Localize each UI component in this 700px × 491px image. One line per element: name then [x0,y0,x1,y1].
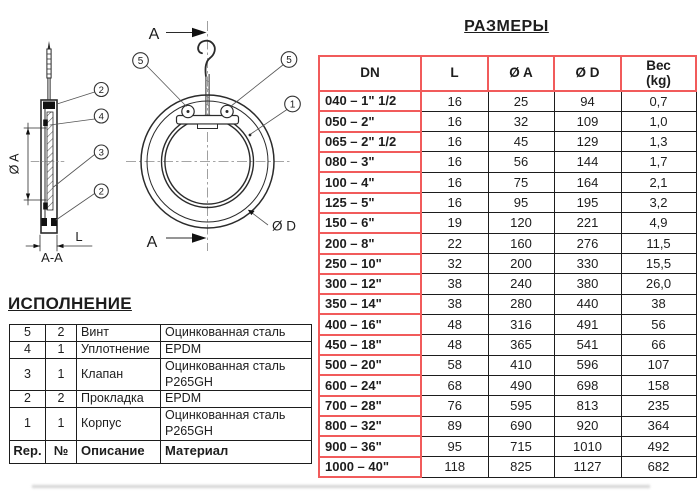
dimensions-cell-d: 698 [554,375,621,395]
dimensions-cell-dn: 250 – 10" [319,254,421,274]
front-balloons [133,52,301,112]
dimensions-cell-l: 118 [421,457,488,477]
dimensions-cell-w: 492 [621,436,696,456]
dimensions-cell-l: 16 [421,111,488,131]
parts-cell-num: № [46,440,77,463]
parts-table-body [10,325,312,464]
dimensions-cell-w: 26,0 [621,274,696,294]
dimensions-cell-l: 16 [421,91,488,111]
dimensions-cell-l: 16 [421,132,488,152]
dimensions-cell-l: 16 [421,172,488,192]
dimensions-cell-d: 813 [554,396,621,416]
dimensions-cell-w: 107 [621,355,696,375]
balloon-5-right-label: 5 [286,55,292,66]
dimensions-cell-l: 32 [421,254,488,274]
dimensions-row [319,436,696,456]
dimensions-cell-dn: 150 – 6" [319,213,421,233]
dimensions-cell-w: 38 [621,294,696,314]
dimensions-cell-dn: 040 – 1" 1/2 [319,91,421,111]
dimensions-row [319,457,696,477]
dimensions-cell-w: 1,3 [621,132,696,152]
dimensions-table [318,55,697,478]
column-header-dia-a: Ø A [488,56,554,91]
section-letter-bottom: A [146,234,158,251]
dimensions-table-body [319,91,696,477]
parts-cell-desc: Корпус [77,408,161,440]
dimensions-cell-l: 22 [421,233,488,253]
dimensions-cell-dn: 700 – 28" [319,396,421,416]
dia-d-callout [248,210,296,234]
balloon-2-bottom-label: 2 [98,186,104,198]
column-header-l: L [421,56,488,91]
dimensions-cell-d: 195 [554,193,621,213]
dimensions-cell-a: 410 [488,355,554,375]
dimensions-row [319,91,696,111]
section-arrow-bottom [147,233,207,251]
dimensions-cell-l: 16 [421,152,488,172]
dimensions-cell-dn: 500 – 20" [319,355,421,375]
dimensions-cell-l: 95 [421,436,488,456]
dimensions-cell-a: 316 [488,314,554,334]
dimensions-cell-w: 3,2 [621,193,696,213]
dimensions-row [319,193,696,213]
dimensions-cell-l: 48 [421,314,488,334]
dimensions-row [319,172,696,192]
parts-row [10,342,312,359]
parts-row [10,325,312,342]
parts-cell-rep: 5 [10,325,46,342]
dimensions-cell-w: 364 [621,416,696,436]
dia-d-label: Ø D [271,218,297,234]
dimensions-cell-a: 490 [488,375,554,395]
section-name-label: A-A [41,250,63,265]
dimensions-cell-dn: 900 – 36" [319,436,421,456]
parts-cell-num: 2 [46,325,77,342]
column-header-weight [621,56,696,91]
dimensions-cell-w: 66 [621,335,696,355]
hinge-tab [198,124,218,129]
parts-table [9,324,312,464]
parts-cell-mat: Оцинкованная сталь P265GH [161,408,312,440]
dimensions-row [319,294,696,314]
dimensions-cell-d: 276 [554,233,621,253]
balloon-4-label: 4 [98,111,104,123]
dimensions-cell-l: 76 [421,396,488,416]
parts-cell-desc: Описание [77,440,161,463]
parts-cell-rep: Rep. [10,440,46,463]
dimensions-cell-a: 595 [488,396,554,416]
parts-row [10,408,312,440]
dimensions-row [319,396,696,416]
parts-footer-row [10,440,312,463]
dimensions-cell-d: 596 [554,355,621,375]
dimensions-cell-w: 235 [621,396,696,416]
hinge-pin [47,41,51,100]
dimensions-row [319,355,696,375]
parts-cell-mat: Материал [161,440,312,463]
side-section-view [8,41,109,265]
dimensions-cell-l: 48 [421,335,488,355]
dimensions-row [319,335,696,355]
dimensions-row [319,213,696,233]
parts-cell-rep: 4 [10,342,46,359]
parts-row [10,391,312,408]
dimensions-row [319,274,696,294]
dimensions-cell-l: 89 [421,416,488,436]
dia-a-label: Ø A [7,153,22,175]
dimensions-cell-dn: 400 – 16" [319,314,421,334]
dimensions-row [319,152,696,172]
parts-cell-num: 2 [46,391,77,408]
dimensions-cell-a: 365 [488,335,554,355]
dimensions-cell-l: 38 [421,294,488,314]
dimensions-cell-w: 1,0 [621,111,696,131]
dimensions-cell-d: 440 [554,294,621,314]
dimensions-cell-d: 94 [554,91,621,111]
dimensions-cell-d: 1127 [554,457,621,477]
parts-cell-mat: EPDM [161,342,312,359]
parts-cell-mat: Оцинкованная сталь P265GH [161,359,312,391]
dimensions-cell-w: 158 [621,375,696,395]
dimensions-cell-dn: 080 – 3" [319,152,421,172]
balloon-1-label: 1 [289,99,296,111]
dimensions-cell-d: 491 [554,314,621,334]
dimensions-row [319,314,696,334]
dimensions-cell-d: 221 [554,213,621,233]
dimensions-cell-d: 380 [554,274,621,294]
dimensions-cell-dn: 065 – 2" 1/2 [319,132,421,152]
parts-cell-desc: Прокладка [77,391,161,408]
parts-cell-desc: Винт [77,325,161,342]
dimensions-cell-l: 16 [421,193,488,213]
dimensions-cell-w: 11,5 [621,233,696,253]
parts-cell-mat: EPDM [161,391,312,408]
l-label: L [75,229,83,244]
dimensions-row [319,416,696,436]
weight-header-line1: Вес [646,58,671,74]
balloon-5-left-label: 5 [137,56,144,67]
dimensions-cell-a: 240 [488,274,554,294]
dimensions-cell-a: 25 [488,91,554,111]
dimensions-cell-dn: 300 – 12" [319,274,421,294]
dimensions-cell-d: 920 [554,416,621,436]
parts-cell-desc: Клапан [77,359,161,391]
dimensions-cell-a: 160 [488,233,554,253]
parts-cell-rep: 3 [10,359,46,391]
parts-cell-num: 1 [46,359,77,391]
dimensions-cell-a: 690 [488,416,554,436]
parts-title: ИСПОЛНЕНИЕ [8,294,132,313]
dimensions-cell-dn: 200 – 8" [319,233,421,253]
dimensions-cell-a: 32 [488,111,554,131]
dimensions-cell-a: 45 [488,132,554,152]
dimensions-cell-a: 200 [488,254,554,274]
valve-drawings [0,0,320,290]
dimensions-cell-a: 56 [488,152,554,172]
dimensions-cell-dn: 125 – 5" [319,193,421,213]
parts-cell-rep: 2 [10,391,46,408]
dimensions-cell-dn: 350 – 14" [319,294,421,314]
dimensions-row [319,111,696,131]
dimensions-cell-w: 682 [621,457,696,477]
dimensions-cell-dn: 050 – 2" [319,111,421,131]
front-view [126,21,300,251]
balloon-3-label: 3 [98,147,104,159]
parts-row [10,359,312,391]
dimensions-cell-w: 1,7 [621,152,696,172]
parts-cell-num: 1 [46,342,77,359]
dimensions-cell-d: 144 [554,152,621,172]
dimensions-cell-a: 715 [488,436,554,456]
dimensions-cell-a: 280 [488,294,554,314]
dimensions-cell-w: 4,9 [621,213,696,233]
valve-body-section [31,100,64,233]
column-header-dn: DN [319,56,421,91]
dimensions-cell-d: 541 [554,335,621,355]
parts-cell-desc: Уплотнение [77,342,161,359]
dimensions-row [319,254,696,274]
weight-header-line2: (kg) [646,72,671,88]
dimensions-cell-dn: 800 – 32" [319,416,421,436]
side-balloons [94,83,108,199]
dimensions-cell-d: 330 [554,254,621,274]
cropped-next-section [32,485,650,488]
dimensions-cell-w: 56 [621,314,696,334]
dimensions-row [319,233,696,253]
dimensions-cell-d: 109 [554,111,621,131]
dimensions-cell-a: 75 [488,172,554,192]
dimensions-cell-a: 120 [488,213,554,233]
parts-cell-rep: 1 [10,408,46,440]
dimensions-cell-l: 19 [421,213,488,233]
dimensions-cell-d: 129 [554,132,621,152]
dimensions-cell-w: 0,7 [621,91,696,111]
balloon-2-top-label: 2 [98,85,104,96]
dimensions-row [319,132,696,152]
disc-hatched [47,112,53,210]
lifting-hook [198,41,215,76]
dimensions-cell-w: 15,5 [621,254,696,274]
dimensions-cell-w: 2,1 [621,172,696,192]
dimensions-cell-dn: 100 – 4" [319,172,421,192]
dimensions-cell-dn: 600 – 24" [319,375,421,395]
dimensions-title: РАЗМЕРЫ [464,18,549,35]
dimensions-cell-d: 1010 [554,436,621,456]
section-arrow-top [149,26,207,43]
dimensions-cell-l: 58 [421,355,488,375]
section-letter-top: A [148,26,160,43]
parts-cell-mat: Оцинкованная сталь [161,325,312,342]
parts-cell-num: 1 [46,408,77,440]
dimensions-header-row [319,56,696,91]
dimensions-cell-a: 95 [488,193,554,213]
dimensions-cell-dn: 450 – 18" [319,335,421,355]
dimensions-cell-l: 68 [421,375,488,395]
dimensions-cell-a: 825 [488,457,554,477]
dimensions-cell-d: 164 [554,172,621,192]
dimensions-cell-l: 38 [421,274,488,294]
dimensions-row [319,375,696,395]
column-header-dia-d: Ø D [554,56,621,91]
dimensions-cell-dn: 1000 – 40" [319,457,421,477]
